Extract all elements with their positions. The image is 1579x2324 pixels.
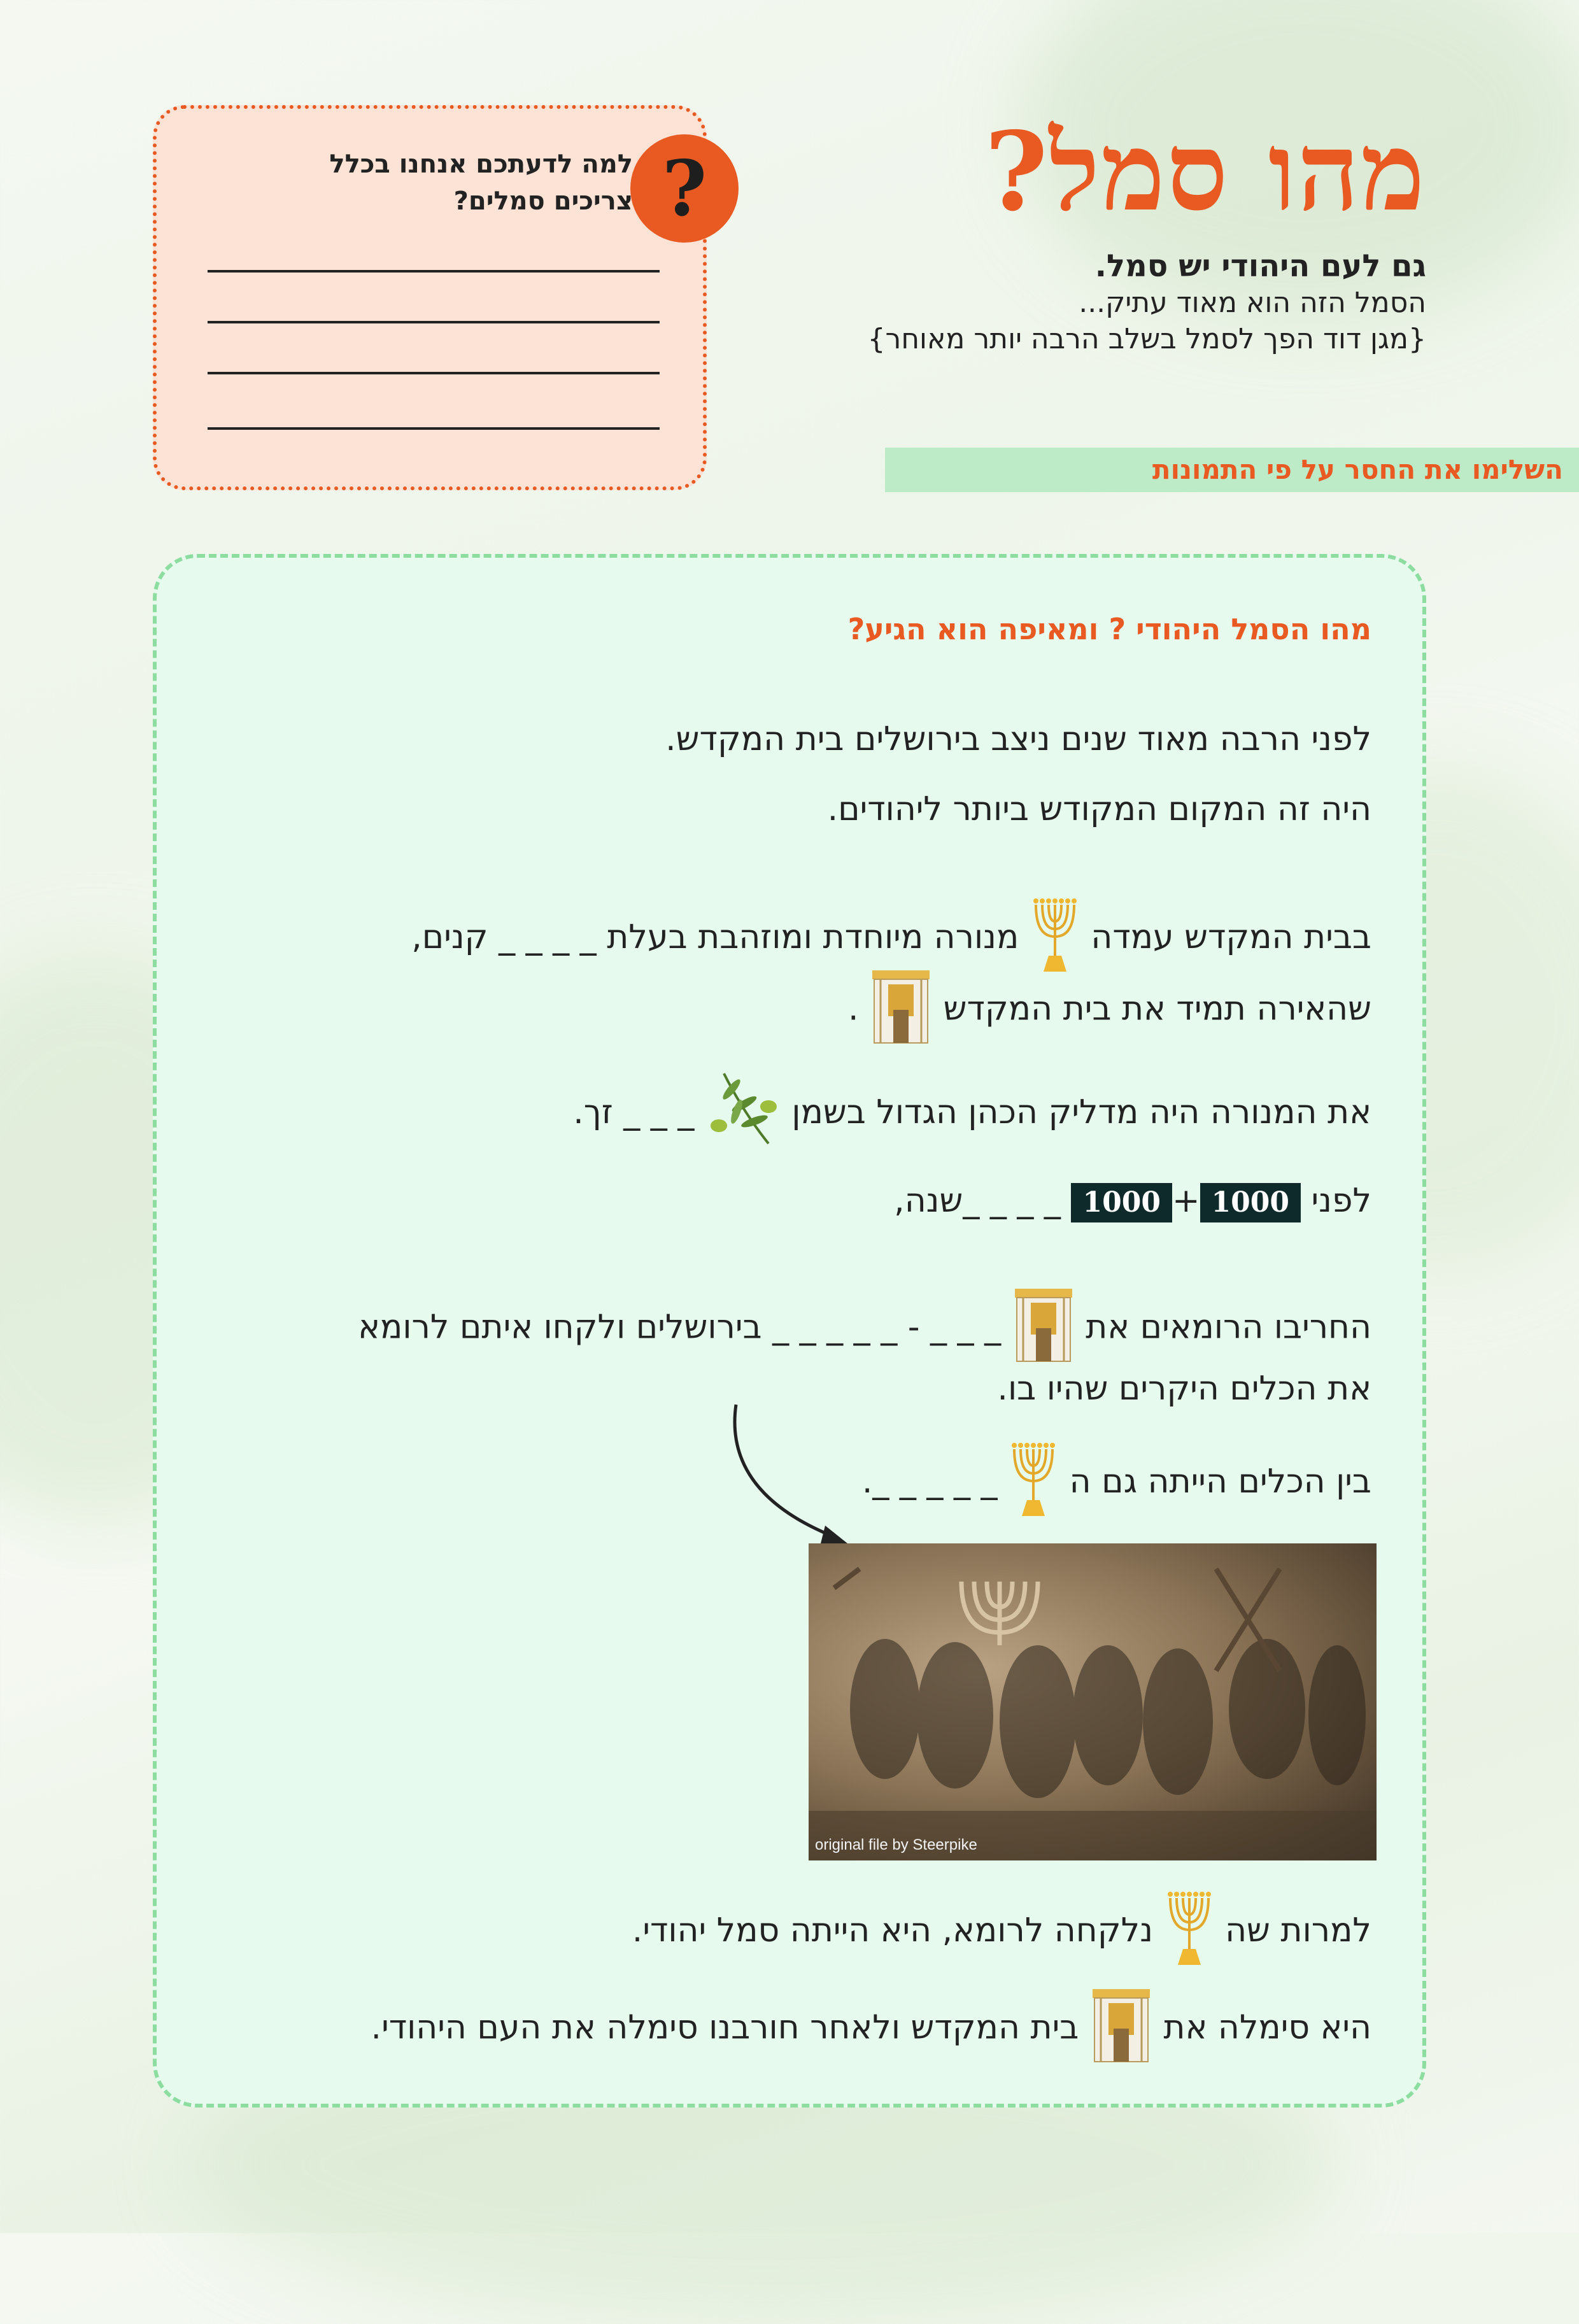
paragraph — [358, 1284, 1371, 1375]
text-segment: נלקחה לרומא, היא הייתה סמל יהודי. — [632, 1911, 1154, 1950]
intro-text — [790, 248, 1426, 357]
text-segment: החריבו הרומאים את — [1086, 1308, 1371, 1347]
instruction-banner: השלימו את החסר על פי התמונות — [885, 448, 1579, 492]
arch-of-titus-photo — [809, 1543, 1377, 1860]
menorah-icon — [1164, 1885, 1215, 1980]
text-segment: בין הכלים הייתה גם ה — [1069, 1463, 1371, 1501]
paragraph: היה זה המקום המקודש ביותר ליהודים. — [827, 790, 1371, 828]
paragraph — [848, 965, 1371, 1056]
paragraph — [573, 1067, 1371, 1161]
text-segment: את המנורה היה מדליק הכהן הגדול בשמן — [791, 1093, 1371, 1131]
plus-sign: + — [1172, 1182, 1200, 1220]
text-segment: מנורה מיוחדת ומוזהבת בעלת _ _ _ _ קנים, — [411, 918, 1019, 956]
paragraph — [371, 1984, 1371, 2075]
answer-line[interactable] — [208, 321, 660, 323]
text-segment: בבית המקדש עמדה — [1091, 918, 1371, 956]
main-content-box — [153, 554, 1426, 2108]
paragraph — [862, 1436, 1371, 1531]
olive-branch-icon — [705, 1067, 781, 1161]
answer-line[interactable] — [208, 270, 660, 273]
answer-line[interactable] — [208, 372, 660, 374]
intro-line: הסמל הזה הוא מאוד עתיק... — [1079, 287, 1426, 319]
text-segment: למרות שה — [1225, 1911, 1371, 1950]
paragraph: לפני הרבה מאוד שנים ניצב בירושלים בית המקדש. — [665, 720, 1371, 758]
question-box — [153, 105, 707, 490]
text-segment: שהאירה תמיד את בית המקדש — [943, 989, 1371, 1028]
question-text: למה לדעתכם אנחנו בכלל צריכים סמלים? — [329, 150, 633, 216]
paragraph — [894, 1179, 1371, 1223]
text-segment: . — [848, 989, 859, 1028]
paragraph: את הכלים היקרים שהיו בו. — [997, 1370, 1371, 1408]
text-segment: _ _ _ - _ _ _ _ _ בירושלים ולקחו איתם לרומא — [358, 1308, 1002, 1347]
page-title: מהו סמל? — [984, 108, 1426, 236]
intro-line: {מגן דוד הפך לסמל בשלב הרבה יותר מאוחר} — [867, 323, 1426, 355]
curved-arrow-icon — [717, 1398, 863, 1557]
question-mark-icon: ? — [630, 134, 739, 243]
text-segment: _ _ _ זך. — [573, 1093, 695, 1131]
temple-icon — [1012, 1284, 1075, 1375]
paragraph — [632, 1885, 1371, 1980]
text-segment: לפני — [1311, 1182, 1371, 1220]
temple-icon — [869, 965, 933, 1056]
intro-bold: גם לעם היהודי יש סמל. — [1094, 248, 1426, 284]
text-segment: _ _ _ _שנה, — [894, 1182, 1061, 1220]
number-badge: 1000 — [1071, 1183, 1172, 1222]
menorah-icon — [1008, 1436, 1059, 1531]
text-segment: _ _ _ _ _. — [861, 1463, 998, 1501]
text-segment: בית המקדש ולאחר חורבנו סימלה את העם היהודי. — [371, 2008, 1079, 2047]
section-heading: מהו הסמל היהודי ? ומאיפה הוא הגיע? — [847, 612, 1371, 646]
temple-icon — [1089, 1984, 1153, 2075]
answer-line[interactable] — [208, 427, 660, 430]
photo-credit: original file by Steerpike — [815, 1836, 977, 1853]
number-badge: 1000 — [1200, 1183, 1301, 1222]
text-segment: היא סימלה את — [1163, 2008, 1371, 2047]
